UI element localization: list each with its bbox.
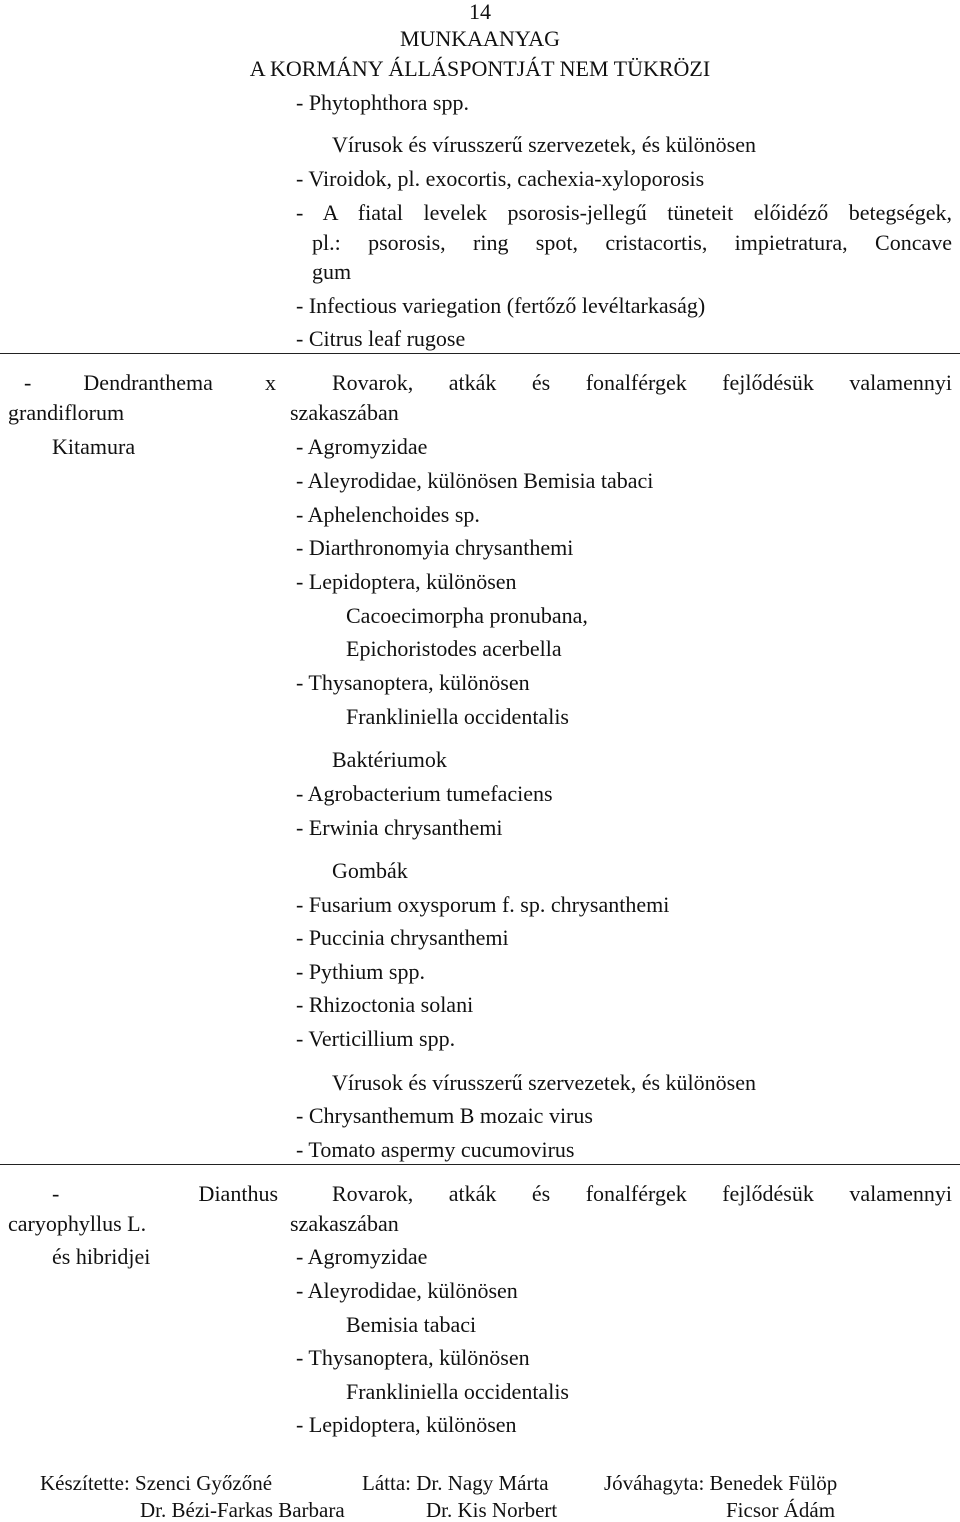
footer-approver-2: Ficsor Ádám — [726, 1498, 836, 1522]
table-row-divider — [0, 353, 960, 354]
organism-line: - Pythium spp. — [296, 959, 425, 984]
footer-author: Készítette: Szenci Győzőné — [40, 1471, 273, 1495]
organism-line: - Lepidoptera, különösen — [296, 569, 517, 594]
organism-line: Frankliniella occidentalis — [346, 1379, 569, 1404]
organism-line: - Agromyzidae — [296, 1244, 428, 1269]
organism-line: - Tomato aspermy cucumovirus — [296, 1137, 575, 1162]
organism-line: szakaszában — [290, 1211, 399, 1236]
organism-group-heading: Gombák — [332, 858, 408, 883]
footer-reviewer-2: Dr. Kis Norbert — [426, 1498, 558, 1522]
header-disclaimer: A KORMÁNY ÁLLÁSPONTJÁT NEM TÜKRÖZI — [249, 56, 711, 81]
organism-line: - Agrobacterium tumefaciens — [296, 781, 553, 806]
pathogen-line: pl.: psorosis, ring spot, cristacortis, impietratura, Concave — [312, 230, 952, 255]
organism-group-heading: Rovarok, atkák és fonalférgek fejlődésük valamennyi — [332, 370, 952, 395]
header-draft-label: MUNKAANYAG — [399, 26, 561, 51]
pathogen-line: - A fiatal levelek psorosis-jellegű tüneteit előidéző betegségek, — [296, 200, 952, 225]
pathogen-line: - Citrus leaf rugose — [296, 326, 466, 351]
organism-line: - Erwinia chrysanthemi — [296, 815, 503, 840]
organism-line: szakaszában — [290, 400, 399, 425]
plant-name: Kitamura — [52, 434, 136, 459]
organism-line: - Aphelenchoides sp. — [296, 502, 480, 527]
organism-line: - Thysanoptera, különösen — [296, 670, 530, 695]
organism-group-heading: Rovarok, atkák és fonalférgek fejlődésük valamennyi — [332, 1181, 952, 1206]
footer-approver: Jóváhagyta: Benedek Fülöp — [604, 1471, 838, 1495]
organism-line: - Rhizoctonia solani — [296, 992, 474, 1017]
organism-line: Bemisia tabaci — [346, 1312, 477, 1337]
footer-reviewer: Látta: Dr. Nagy Márta — [362, 1471, 549, 1495]
organism-line: - Fusarium oxysporum f. sp. chrysanthemi — [296, 892, 670, 917]
plant-name: caryophyllus L. — [8, 1211, 147, 1236]
organism-line: Cacoecimorpha pronubana, — [346, 603, 588, 628]
organism-line: - Aleyrodidae, különösen Bemisia tabaci — [296, 468, 654, 493]
page-number: 14 — [469, 0, 491, 24]
plant-name: és hibridjei — [52, 1244, 151, 1269]
organism-line: - Aleyrodidae, különösen — [296, 1278, 518, 1303]
organism-line: Epichoristodes acerbella — [346, 636, 562, 661]
organism-line: - Verticillium spp. — [296, 1026, 456, 1051]
pathogen-group-heading: Vírusok és vírusszerű szervezetek, és különösen — [332, 132, 756, 157]
footer-author-2: Dr. Bézi-Farkas Barbara — [140, 1498, 345, 1522]
plant-name: - Dianthus — [52, 1181, 278, 1206]
pathogen-line: - Viroidok, pl. exocortis, cachexia-xyloporosis — [296, 166, 705, 191]
organism-line: - Agromyzidae — [296, 434, 428, 459]
organism-group-heading: Baktériumok — [332, 747, 447, 772]
pathogen-line: gum — [312, 259, 352, 284]
organism-line: - Thysanoptera, különösen — [296, 1345, 530, 1370]
organism-line: - Puccinia chrysanthemi — [296, 925, 509, 950]
table-row-divider — [0, 1164, 960, 1165]
organism-line: - Diarthronomyia chrysanthemi — [296, 535, 574, 560]
pathogen-line: - Infectious variegation (fertőző levéltarkaság) — [296, 293, 706, 318]
pathogen-line: - Phytophthora spp. — [296, 90, 469, 115]
organism-line: - Lepidoptera, különösen — [296, 1412, 517, 1437]
organism-group-heading: Vírusok és vírusszerű szervezetek, és különösen — [332, 1070, 756, 1095]
organism-line: Frankliniella occidentalis — [346, 704, 569, 729]
organism-line: - Chrysanthemum B mozaic virus — [296, 1103, 593, 1128]
plant-name: grandiflorum — [8, 400, 125, 425]
plant-name: - Dendranthema x — [24, 370, 276, 395]
